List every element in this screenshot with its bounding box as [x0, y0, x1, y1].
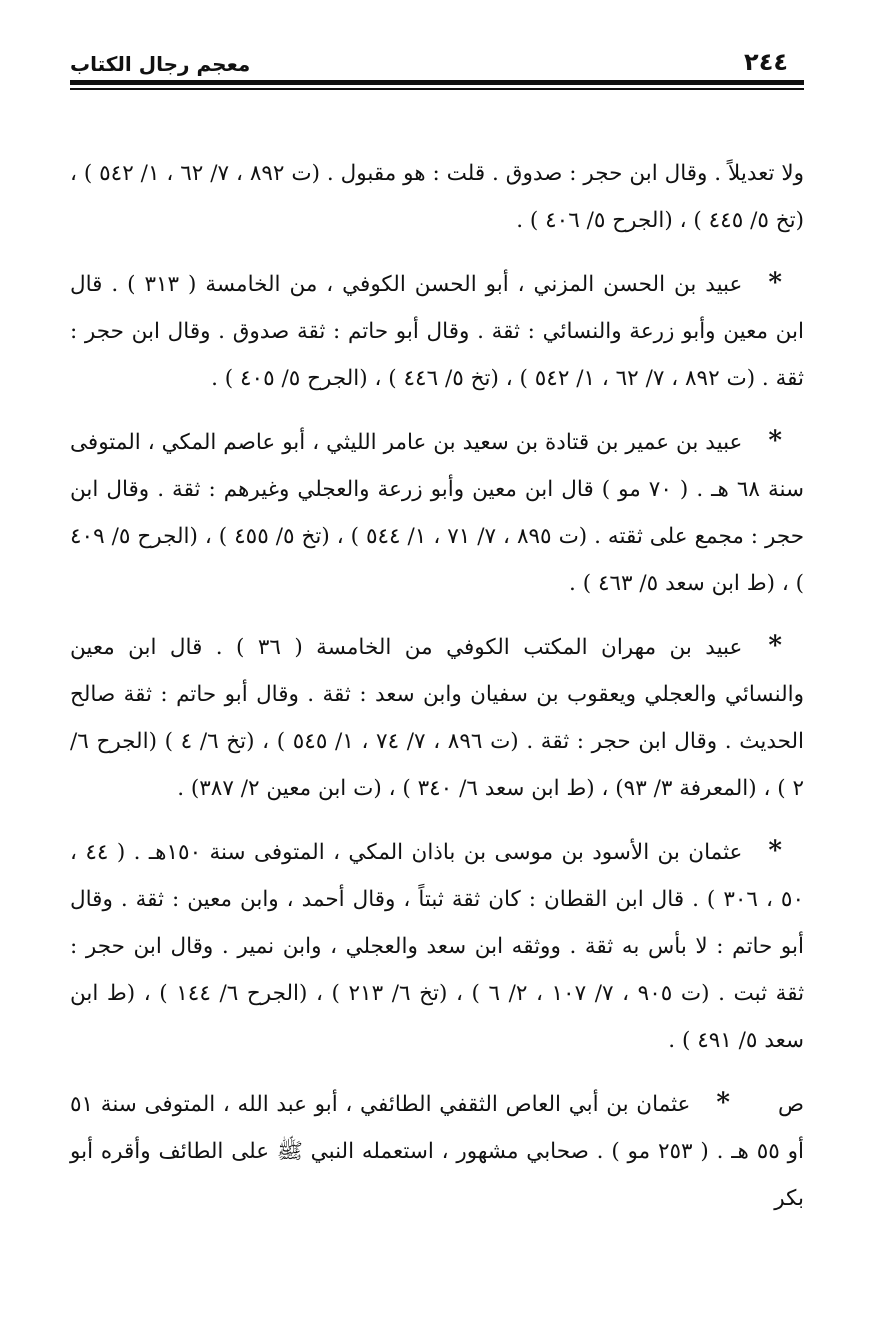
- entry-uthman-bin-alaswad: [70, 828, 804, 1064]
- entry-prefix-sahabi: ص: [778, 1092, 804, 1117]
- entry-text: ولا تعديلاً . وقال ابن حجر : صدوق . قلت : هو مقبول . (ت ٨٩٢ ، ٧/ ٦٢ ، ١/ ٥٤٢ ) ، (تخ ٥/ ٤٤٥ ) ، (الجرح ٥/ ٤٠٦ ) .: [70, 161, 805, 233]
- header-rule-thick: [70, 80, 804, 85]
- entry-text: عبيد بن عمير بن قتادة بن سعيد بن عامر الليثي ، أبو عاصم المكي ، المتوفى سنة ٦٨ هـ . ( ٧٠ مو ) قال ابن معين وأبو زرعة والعجلي وغيرهم : ثقة . وقال ابن حجر : مجمع على ثقته . (ت ٨٩٥ ، ٧/ ٧١ ، ١/ ٥٤٤ ) ، (تخ ٥/ ٤٥٥ ) ، (الجرح ٥/ ٤٠٩ ) ، (ط ابن سعد ٥/ ٤٦٣ ) .: [70, 430, 805, 596]
- entry-ubaid-bin-mihran: [70, 623, 804, 812]
- entry-star-marker: *: [768, 631, 782, 661]
- entry-ubaid-bin-umair: [70, 418, 804, 607]
- entry-text: عبيد بن الحسن المزني ، أبو الحسن الكوفي ، من الخامسة ( ٣١٣ ) . قال ابن معين وأبو زرعة والنسائي : ثقة . وقال أبو حاتم : ثقة صدوق . وقال ابن حجر : ثقة . (ت ٨٩٢ ، ٧/ ٦٢ ، ١/ ٥٤٢ ) ، (تخ ٥/ ٤٤٦ ) ، (الجرح ٥/ ٤٠٥ ) .: [70, 272, 804, 391]
- entry-star-marker: *: [716, 1088, 730, 1118]
- entry-ubaid-bin-alhasan: [70, 260, 804, 402]
- header-rule-thin: [70, 88, 804, 90]
- page-body: [70, 150, 804, 1238]
- page-number: ٢٤٤: [744, 48, 788, 76]
- book-title: معجم رجال الكتاب: [70, 52, 251, 76]
- entry-star-marker: *: [768, 836, 782, 866]
- entry-star-marker: *: [768, 268, 782, 298]
- running-header: [70, 44, 788, 76]
- entry-continuation: [70, 150, 804, 244]
- entry-text: عثمان بن الأسود بن موسى بن باذان المكي ، المتوفى سنة ١٥٠هـ . ( ٤٤ ، ٥٠ ، ٣٠٦ ) . قال ابن القطان : كان ثقة ثبتاً ، وقال أحمد ، وابن معين : ثقة . وقال أبو حاتم : لا بأس به ثقة . ووثقه ابن سعد والعجلي ، وابن نمير . وقال ابن حجر : ثقة ثبت . (ت ٩٠٥ ، ٧/ ١٠٧ ، ٢/ ٦ ) ، (تخ ٦/ ٢١٣ ) ، (الجرح ٦/ ١٤٤ ) ، (ط ابن سعد ٥/ ٤٩١ ) .: [70, 840, 805, 1053]
- entry-text: عبيد بن مهران المكتب الكوفي من الخامسة ( ٣٦ ) . قال ابن معين والنسائي والعجلي ويعقوب بن سفيان وابن سعد : ثقة . وقال أبو حاتم : ثقة صالح الحديث . وقال ابن حجر : ثقة . (ت ٨٩٦ ، ٧/ ٧٤ ، ١/ ٥٤٥ ) ، (تخ ٦/ ٤ ) (الجرح ٦/ ٢ ) ، (المعرفة ٣/ ٩٣) ، (ط ابن سعد ٦/ ٣٤٠ ) ، (ت ابن معين ٢/ ٣٨٧) .: [70, 635, 805, 801]
- entry-star-marker: *: [768, 426, 782, 456]
- entry-uthman-bin-abi-alas: [70, 1080, 804, 1222]
- entry-text: عثمان بن أبي العاص الثقفي الطائفي ، أبو عبد الله ، المتوفى سنة ٥١ أو ٥٥ هـ . ( ٢٥٣ مو ) . صحابي مشهور ، استعمله النبي ﷺ على الطائف وأقره أبو بكر: [70, 1092, 804, 1211]
